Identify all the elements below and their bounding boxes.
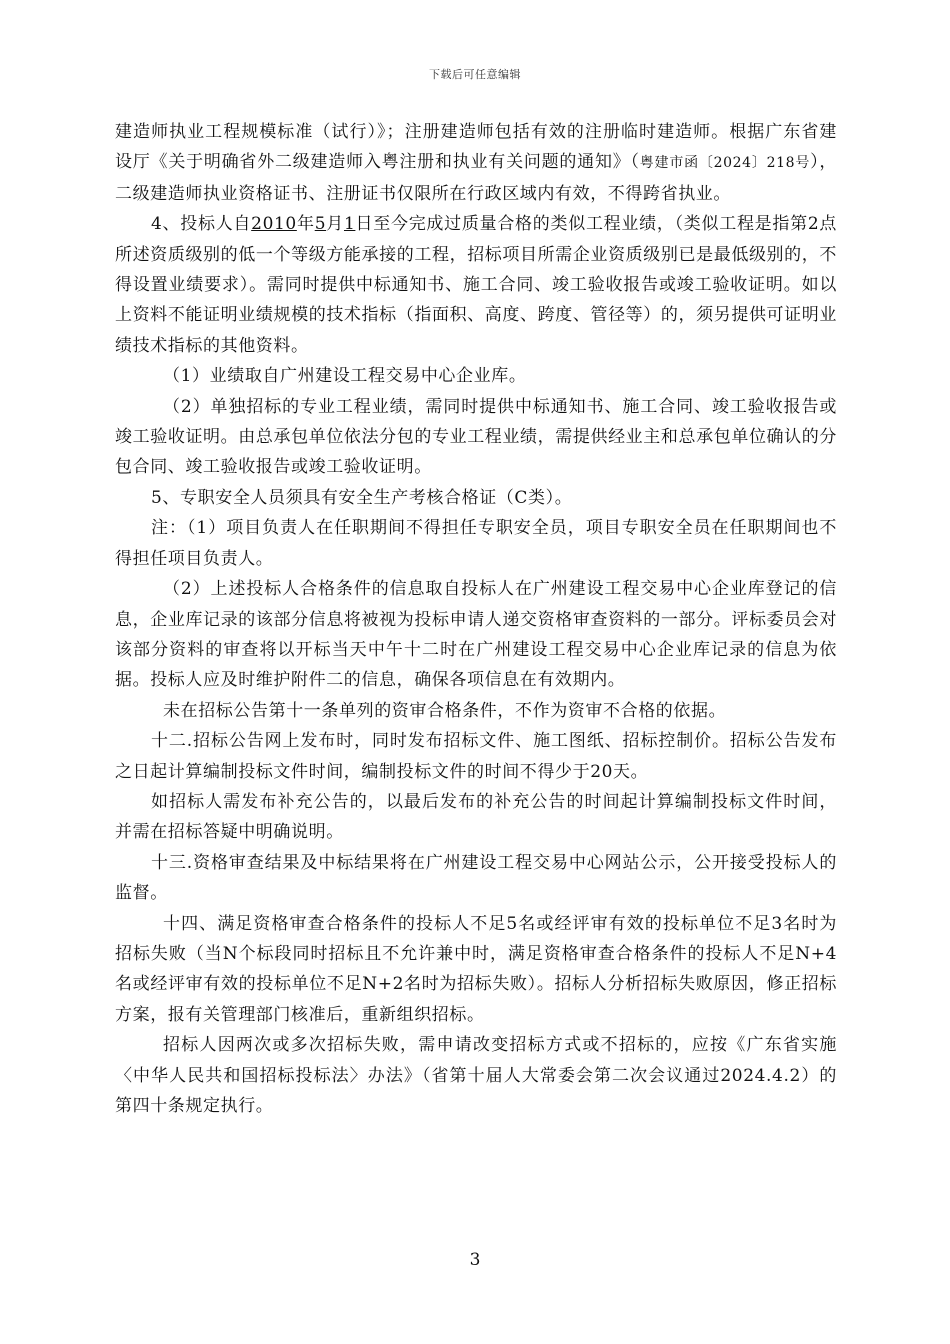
paragraph-item-4-1: （1）业绩取自广州建设工程交易中心企业库。: [163, 366, 527, 387]
text-segment: 日至今完成过质量合格的类似工程业绩，（类似工程是指第2点所述资质级别的低一个等级方能承接的工程，招标项目所需企业资质级别已是最低级别的，不得设置业绩要求）。需同时提供中标通知书、施工合同、竣工验收报告或竣工验收证明。如以上资料不能证明业绩规模的技术指标（指面积、高度、跨度、管径等）的，须另提供可证明业绩技术指标的其他资料。: [115, 214, 837, 356]
paragraph-supplementary-notice: 如招标人需发布补充公告的，以最后发布的补充公告的时间起计算编制投标文件时间，并需在招标答疑中明确说明。: [115, 791, 837, 843]
date-day: 1: [343, 214, 356, 235]
paragraph-repeated-failure: 招标人因两次或多次招标失败，需申请改变招标方式或不招标的，应按《广东省实施〈中华人民共和国招标投标法〉办法》（省第十届人大常委会第二次会议通过2024.4.2）的第四十条规定执行。: [115, 1035, 837, 1116]
paragraph-item-4-performance: [115, 209, 837, 361]
date-month: 5: [314, 214, 327, 235]
text-segment: 月: [326, 214, 344, 235]
date-year: 2010: [251, 214, 297, 235]
paragraph-note-1: 注：（1）项目负责人在任职期间不得担任专职安全员，项目专职安全员在任职期间也不得担任项目负责人。: [115, 518, 837, 569]
header-note: 下载后可任意编辑: [429, 68, 521, 81]
text-segment: 建造师执业工程规模标准（试行）》；注册建造师包括有效的注册临时建造师。根据广东省建设厅《关于明确省外二级建造师入粤注册和执业有关问题的通知》（: [115, 122, 837, 173]
paragraph-section-13: 十三.资格审查结果及中标结果将在广州建设工程交易中心网站公示，公开接受投标人的监督。: [115, 852, 837, 904]
paragraph-registered-builder: [115, 117, 837, 209]
paragraph-unlisted-conditions: 未在招标公告第十一条单列的资审合格条件，不作为资审不合格的依据。: [163, 700, 727, 721]
text-segment: ），二级建造师执业资格证书、注册证书仅限所在行政区域内有效，不得跨省执业。: [115, 152, 838, 204]
paragraph-section-12: 十二.招标公告网上发布时，同时发布招标文件、施工图纸、招标控制价。招标公告发布之日起计算编制投标文件时间，编制投标文件的时间不得少于20天。: [115, 731, 837, 782]
paragraph-item-5: 5、专职安全人员须具有安全生产考核合格证（C类）。: [151, 487, 573, 508]
paragraph-section-14: 十四、满足资格审查合格条件的投标人不足5名或经评审有效的投标单位不足3名时为招标失败（当N个标段同时招标且不允许兼中时，满足资格审查合格条件的投标人不足N+4名或经评审有效的投标单位不足N+2名时为招标失败）。招标人分析招标失败原因，修正招标方案，报有关管理部门核准后，重新组织招标。: [115, 913, 837, 1025]
paragraph-note-2: （2）上述投标人合格条件的信息取自投标人在广州建设工程交易中心企业库登记的信息，企业库记录的该部分信息将被视为投标申请人递交资格审查资料的一部分。评标委员会对该部分资料的审查将以开标当天中午十二时在广州建设工程交易中心企业库记录的信息为依据。投标人应及时维护附件二的信息，确保各项信息在有效期内。: [115, 579, 837, 691]
text-segment: 年: [296, 214, 315, 235]
paragraph-item-4-2: （2）单独招标的专业工程业绩，需同时提供中标通知书、施工合同、竣工验收报告或竣工验收证明。由总承包单位依法分包的专业工程业绩，需提供经业主和总承包单位确认的分包合同、竣工验收报告或竣工验收证明。: [115, 396, 837, 478]
document-body: [115, 117, 837, 1121]
document-reference-number: 粤建市函〔2024〕218号: [639, 155, 811, 172]
text-segment: 4、投标人自: [151, 214, 252, 235]
page-number: 3: [469, 1250, 481, 1270]
